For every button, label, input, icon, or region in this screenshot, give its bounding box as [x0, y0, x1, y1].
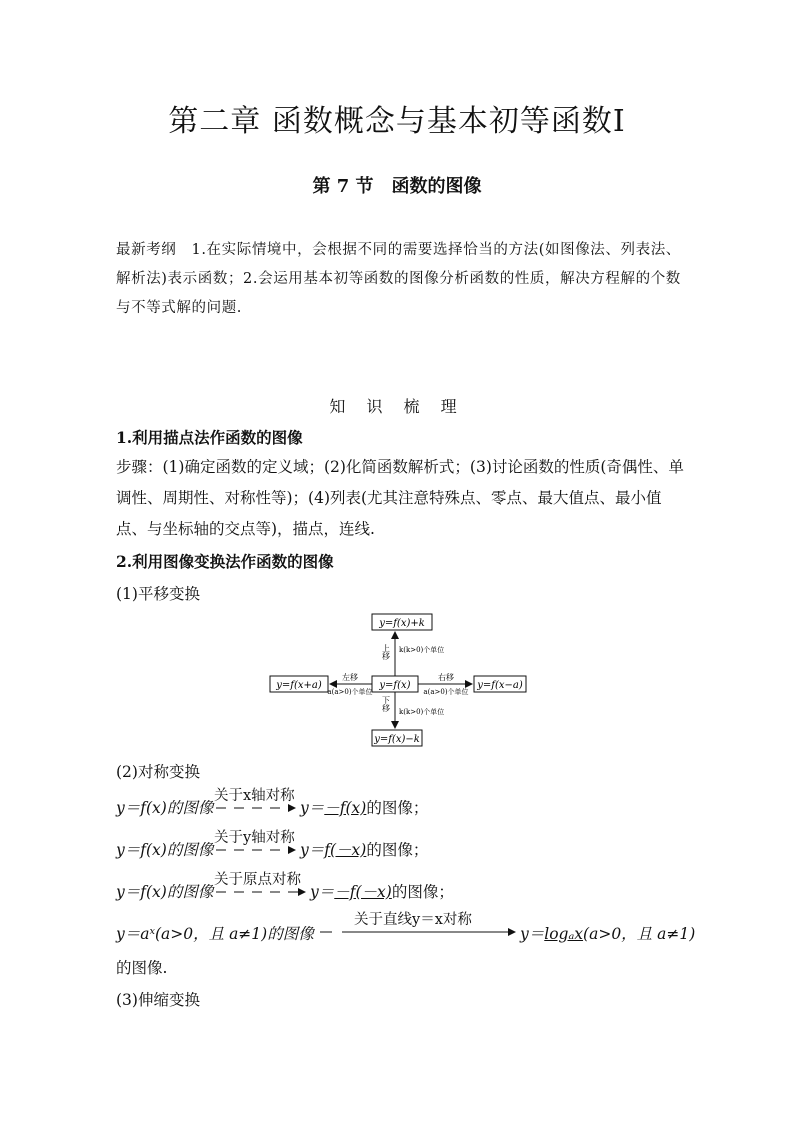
row4-arrow-label: 关于直线y＝x对称	[354, 912, 472, 928]
row1-arrow	[214, 784, 298, 814]
row2-left: y＝f(x)的图像	[116, 841, 214, 859]
row1-left: y＝f(x)的图像	[116, 799, 214, 817]
symmetry-row-4	[116, 922, 314, 944]
symmetry-title: (2)对称变换	[116, 763, 200, 781]
text-center: y=f(x)	[379, 680, 411, 691]
symmetry-row-1	[116, 796, 213, 818]
item2-title: 2.利用图像变换法作函数的图像	[116, 552, 334, 571]
row1-arrow-label: 关于x轴对称	[214, 788, 295, 804]
row3-right: y＝－f(－x)的图像；	[310, 883, 454, 901]
row2-arrow	[214, 826, 298, 856]
row4-left: y＝aˣ(a>0，且 a≠1)的图像	[116, 925, 314, 943]
section-title: 第 7 节 函数的图像	[312, 176, 482, 197]
label-left: 左移	[342, 673, 358, 682]
label-up: 上移	[381, 644, 391, 660]
row4-right: y＝logₐx(a>0，且 a≠1)	[520, 925, 696, 943]
note-left: a(a>0)个单位	[327, 688, 373, 696]
note-up: k(k>0)个单位	[399, 646, 445, 654]
row3-left: y＝f(x)的图像	[116, 883, 214, 901]
item1-body: 步骤：(1)确定函数的定义域；(2)化简函数解析式；(3)讨论函数的性质(奇偶性、单调性、周期性、对称性等)；(4)列表(尤其注意特殊点、零点、最大值点、最小值点、与坐标轴的交点等)，描点，连线.	[116, 458, 684, 538]
text-left: y=f(x+a)	[276, 680, 322, 691]
row3-arrow-label: 关于原点对称	[214, 872, 301, 888]
row3-arrow	[214, 868, 308, 898]
stretch-title: (3)伸缩变换	[116, 991, 200, 1009]
item1-title: 1.利用描点法作函数的图像	[116, 428, 303, 447]
row2-right: y＝f(－x)的图像；	[300, 841, 429, 859]
syllabus-outline: 最新考纲 1.在实际情境中，会根据不同的需要选择恰当的方法(如图像法、列表法、解析法)表示函数；2.会运用基本初等函数的图像分析函数的性质，解决方程解的个数与不等式解的问题.	[116, 242, 681, 316]
note-down: k(k>0)个单位	[399, 708, 445, 716]
symmetry-row-3	[116, 880, 213, 902]
text-bottom: y=f(x)−k	[374, 734, 420, 745]
text-right: y=f(x−a)	[477, 680, 523, 691]
symmetry-row-2	[116, 838, 213, 860]
label-down: 下移	[381, 696, 391, 712]
translate-title: (1)平移变换	[116, 585, 200, 603]
note-right: a(a>0)个单位	[423, 688, 469, 696]
knowledge-heading: 知 识 梳 理	[329, 397, 465, 416]
row1-right: y＝－f(x)的图像；	[300, 799, 429, 817]
text-top: y=f(x)+k	[379, 618, 425, 629]
label-right: 右移	[438, 673, 454, 682]
chapter-title: 第二章 函数概念与基本初等函数Ⅰ	[168, 104, 626, 139]
row4-arrow	[318, 908, 518, 938]
row2-arrow-label: 关于y轴对称	[214, 830, 295, 846]
row4-tail: 的图像.	[116, 959, 168, 977]
translation-diagram	[260, 608, 540, 750]
